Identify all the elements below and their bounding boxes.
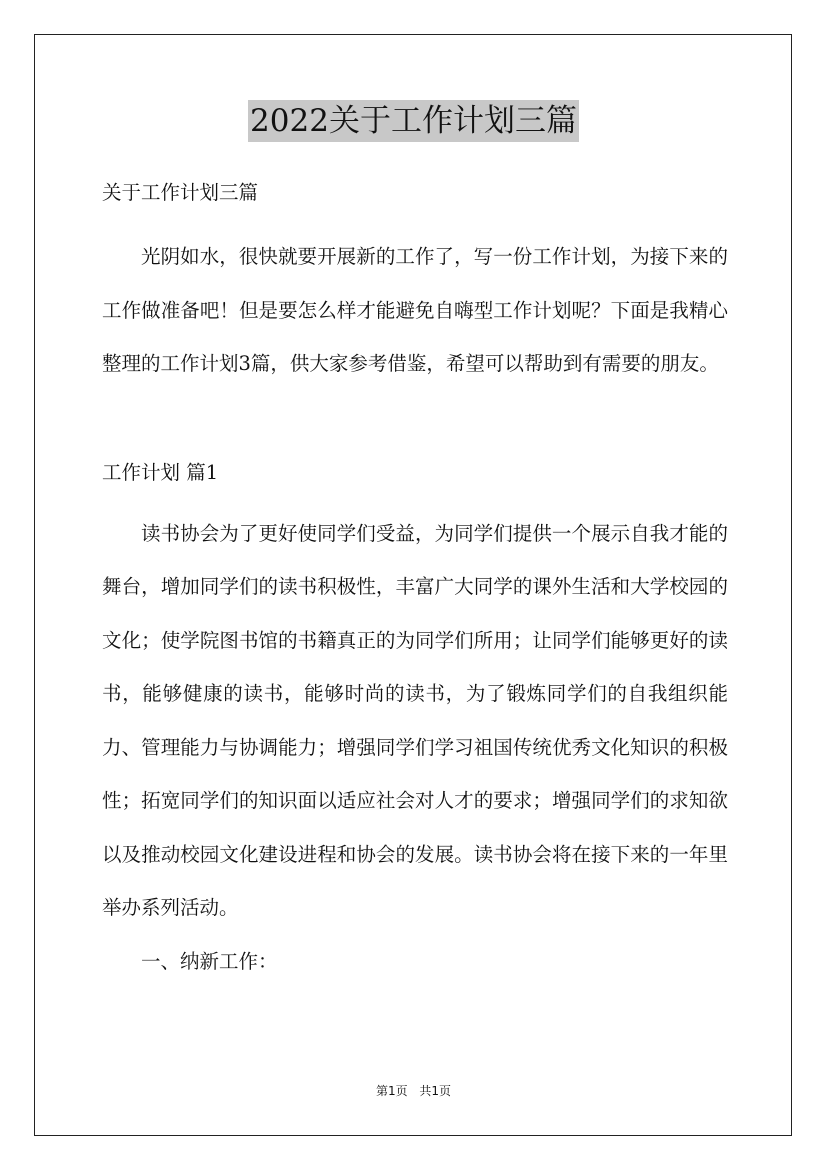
- section-paragraph: 读书协会为了更好使同学们受益，为同学们提供一个展示自我才能的舞台，增加同学们的读书积极性，丰富广大同学的课外生活和大学校园的文化；使学院图书馆的书籍真正的为同学们所用；让同学们能够更好的读书，能够健康的读书，能够时尚的读书，为了锻炼同学们的自我组织能力、管理能力与协调能力；增强同学们学习祖国传统优秀文化知识的积极性；拓宽同学们的知识面以适应社会对人才的要求；增强同学们的求知欲以及推动校园文化建设进程和协会的发展。读书协会将在接下来的一年里举办系列活动。: [102, 521, 728, 919]
- document-title: 2022关于工作计划三篇: [248, 100, 579, 142]
- document-subtitle: 关于工作计划三篇: [102, 181, 259, 204]
- page-number-total: 共1页: [419, 1084, 452, 1098]
- title-container: [0, 100, 827, 142]
- page-footer: [0, 1082, 827, 1099]
- document-body: [102, 176, 728, 988]
- sub-item-heading: 一、纳新工作：: [141, 949, 278, 973]
- section-heading: 工作计划 篇1: [102, 460, 219, 484]
- page-number-current: 第1页: [375, 1084, 408, 1098]
- intro-paragraph: 光阴如水，很快就要开展新的工作了，写一份工作计划，为接下来的工作做准备吧！但是要怎么样才能避免自嗨型工作计划呢？下面是我精心整理的工作计划3篇，供大家参考借鉴，希望可以帮助到有需要的朋友。: [102, 245, 728, 375]
